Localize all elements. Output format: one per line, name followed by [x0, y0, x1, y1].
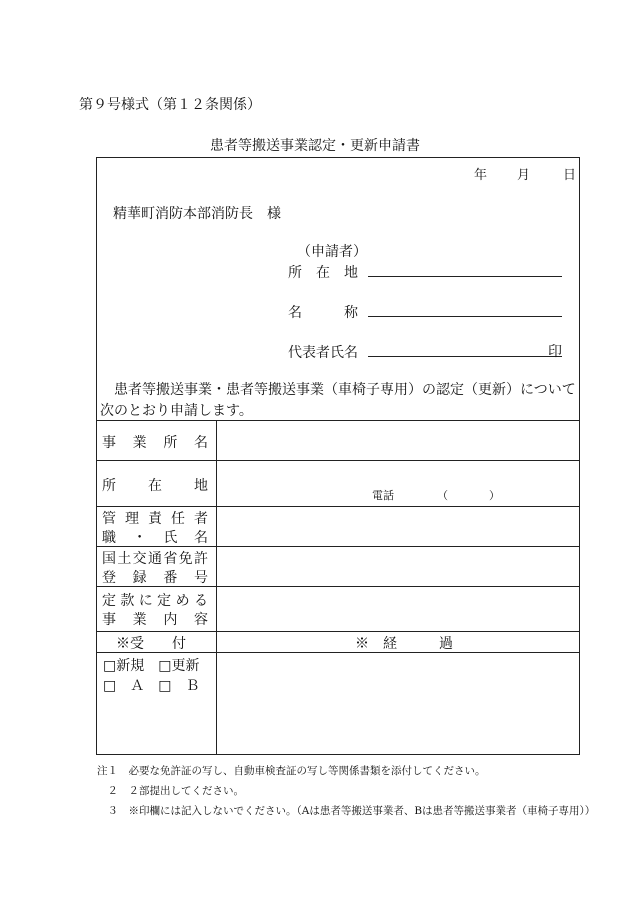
business-content-input[interactable]: [218, 588, 578, 630]
office-address-input[interactable]: [218, 462, 578, 505]
note-2: ２ ２部提出してください。: [97, 785, 244, 797]
office-name-input[interactable]: [218, 422, 578, 459]
table-row: 事 業 所 名: [102, 435, 208, 451]
progress-header: ※ 経 過: [355, 636, 453, 652]
table-row: 定 款 に 定 め る: [102, 593, 208, 609]
table-column-divider: [216, 420, 217, 755]
phone-open-paren: （: [437, 489, 448, 502]
checkbox-new-renew[interactable]: □新規 □更新: [103, 658, 200, 674]
table-row: 事 業 内 容: [102, 612, 208, 628]
note-3: ３ ※印欄には記入しないでください。（Aは患者等搬送事業者、Bは患者等搬送事業者（車椅子専用））: [97, 805, 596, 817]
table-row: 登 録 番 号: [102, 570, 208, 586]
phone-label: 電話: [372, 489, 394, 502]
addressee: 精華町消防本部消防長 様: [113, 206, 281, 222]
address-field-line[interactable]: [368, 276, 562, 277]
company-name-label: 名 称: [288, 305, 358, 321]
table-row: 所 在 地: [102, 478, 208, 494]
license-number-input[interactable]: [218, 548, 578, 585]
document-title: 患者等搬送事業認定・更新申請書: [210, 138, 420, 154]
table-row-divider: [96, 631, 580, 632]
table-row-divider: [96, 460, 580, 461]
note-1: 注１ 必要な免許証の写し、自動車検査証の写し等関係書類を添付してください。: [97, 765, 486, 777]
application-statement-text: 患者等搬送事業・患者等搬送事業（車椅子専用）の認定（更新）について次のとおり申請します。: [100, 382, 576, 419]
reception-header: ※受 付: [116, 636, 186, 652]
table-row: 国 土 交 通 省 免 許: [102, 551, 208, 567]
table-row: 管 理 責 任 者: [102, 511, 208, 527]
applicant-role: （申請者）: [297, 244, 367, 260]
checkbox-a-b[interactable]: □ Ａ □ Ｂ: [103, 678, 200, 694]
form-number: 第９号様式（第１２条関係）: [79, 97, 261, 113]
table-row-divider: [96, 506, 580, 507]
table-top-border: [96, 420, 580, 421]
date-month: 月: [517, 168, 531, 183]
seal-mark: 印: [548, 344, 562, 360]
date-day: 日: [563, 168, 577, 183]
company-name-field-line[interactable]: [368, 316, 562, 317]
date-year: 年: [474, 168, 488, 183]
representative-field-line[interactable]: [368, 356, 562, 357]
representative-label: 代表者氏名: [288, 345, 358, 361]
application-statement: [100, 380, 576, 422]
address-label: 所 在 地: [288, 265, 358, 281]
phone-close-paren: ）: [489, 489, 500, 502]
manager-input[interactable]: [218, 508, 578, 545]
table-row: 職 ・ 氏 名: [102, 530, 208, 546]
